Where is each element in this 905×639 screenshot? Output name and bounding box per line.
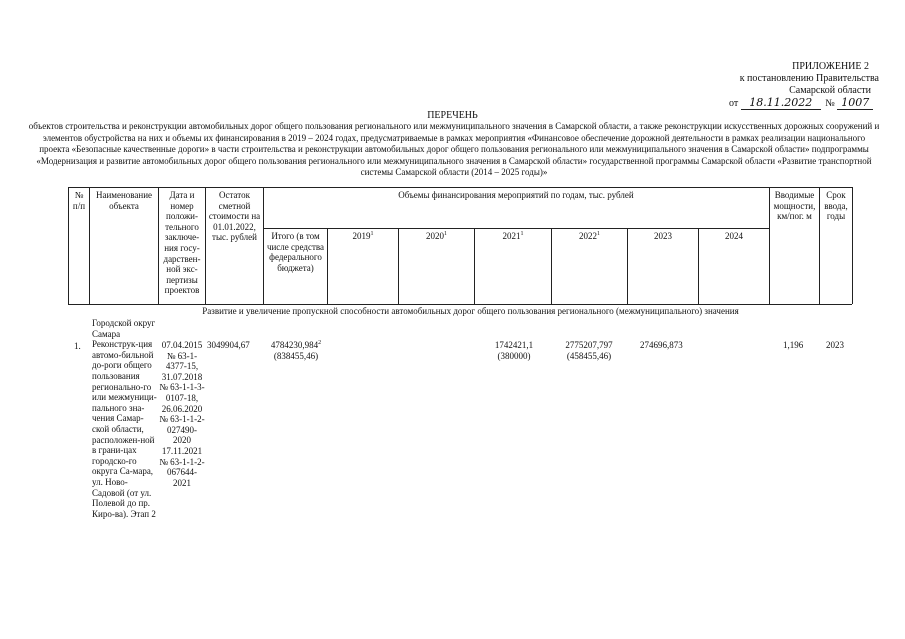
footnote-mark: 1 — [444, 231, 447, 237]
appendix-date: 18.11.2022 — [741, 96, 821, 110]
row-term: 2023 — [826, 340, 844, 350]
appendix-region: Самарской области — [789, 85, 871, 96]
row-total — [265, 340, 327, 361]
row-2022-fed: (458455,46) — [566, 350, 612, 361]
row-capacity: 1,196 — [783, 340, 804, 350]
header-total: Итого (в том числе средства федерального бюджета) — [266, 231, 325, 273]
appendix-block — [579, 61, 879, 97]
footnote-mark: 1 — [597, 231, 600, 237]
header-capacity: Вводимые мощности, км/пог. м — [773, 190, 816, 222]
row-total-value: 4784230,984 — [270, 340, 319, 350]
row-num: 1. — [74, 341, 81, 351]
header-expertise: Дата и номер положи-тельного заключе-ния госу-дарствен-ной экс-пертизы проектов — [163, 190, 201, 296]
header-2020 — [399, 231, 474, 242]
header-remainder: Остаток сметной стоимости на 01.01.2022, тыс. рублей — [208, 190, 261, 243]
row-total-footnote: 2 — [318, 340, 322, 346]
footnote-mark: 1 — [370, 231, 374, 237]
appendix-resolution: к постановлению Правительства — [739, 73, 879, 84]
header-2019 — [328, 231, 398, 242]
row-total-fed: (838455,46) — [273, 350, 319, 361]
header-2021 — [475, 231, 551, 242]
header-2024: 2024 — [725, 231, 743, 241]
from-label: от — [729, 98, 739, 109]
row-2022 — [555, 340, 623, 361]
header-2021-label: 2021 — [502, 231, 521, 241]
row-2021-fed: (380000) — [497, 350, 531, 361]
header-2019-label: 2019 — [352, 231, 371, 241]
row-name: Городской округ Самара Реконструк-ция автомо-бильной до-роги общего пользования регионально-го или межмуници-пального зна-чения Самар-ской области, расположен-ной в грани-цах городско-го округа Са-мара, ул. Ново-Садовой (от ул. Полевой до пр. Киро-ва). Этап 2 — [92, 318, 157, 519]
header-name: Наименование объекта — [95, 190, 153, 211]
header-2023: 2023 — [654, 231, 672, 241]
header-2022 — [552, 231, 627, 242]
header-term: Срок ввода, годы — [824, 190, 848, 222]
header-2020-label: 2020 — [426, 231, 444, 241]
appendix-date-line — [729, 96, 879, 110]
footnote-mark: 1 — [520, 231, 524, 237]
row-2021 — [481, 340, 547, 361]
row-2022-value: 2775207,797 — [565, 340, 613, 350]
section-title: Развитие и увеличение пропускной способности автомобильных дорог общего пользования регионального (межмуниципального) значения — [202, 306, 739, 316]
row-2021-value: 1742421,1 — [494, 340, 534, 350]
header-volumes: Объемы финансирования мероприятий по годам, тыс. рублей — [398, 190, 634, 200]
appendix-number: 1007 — [837, 96, 873, 110]
number-label: № — [825, 98, 835, 109]
row-2023: 274696,873 — [640, 340, 683, 350]
header-2022-label: 2022 — [579, 231, 597, 241]
header-num: № п/п — [72, 190, 86, 211]
document-subtitle: объектов строительства и реконструкции автомобильных дорог общего пользования регионального или межмуниципального значения в Самарской области, а также реконструкции искусственных дорожных сооружений и элементов обустройства на них и объемы их финансирования в 2019 – 2024 годах, предусматриваемые в рамках мероприятия «Финансовое обеспечение дорожной деятельности в рамках реализации национального проекта «Безопасные качественные дороги» в части строительства и реконструкции автомобильных дорог общего пользования регионального или межмуниципального значения в Самарской области» подпрограммы «Модернизация и развитие автомобильных дорог общего пользования регионального или межмуниципального значения в Самарской области» государственной программы Самарской области «Развитие транспортной системы Самарской области (2014 – 2025 годы)» — [28, 121, 880, 177]
document-title: ПЕРЕЧЕНЬ — [427, 110, 478, 121]
row-remainder: 3049904,67 — [207, 340, 250, 350]
row-expertise: 07.04.2015 № 63-1-4377-15, 31.07.2018 № 63-1-1-3-0107-18, 26.06.2020 № 63-1-1-2-027490-2020 17.11.2021 № 63-1-1-2-067644-2021 — [159, 340, 205, 488]
appendix-label: ПРИЛОЖЕНИЕ 2 — [792, 61, 869, 72]
